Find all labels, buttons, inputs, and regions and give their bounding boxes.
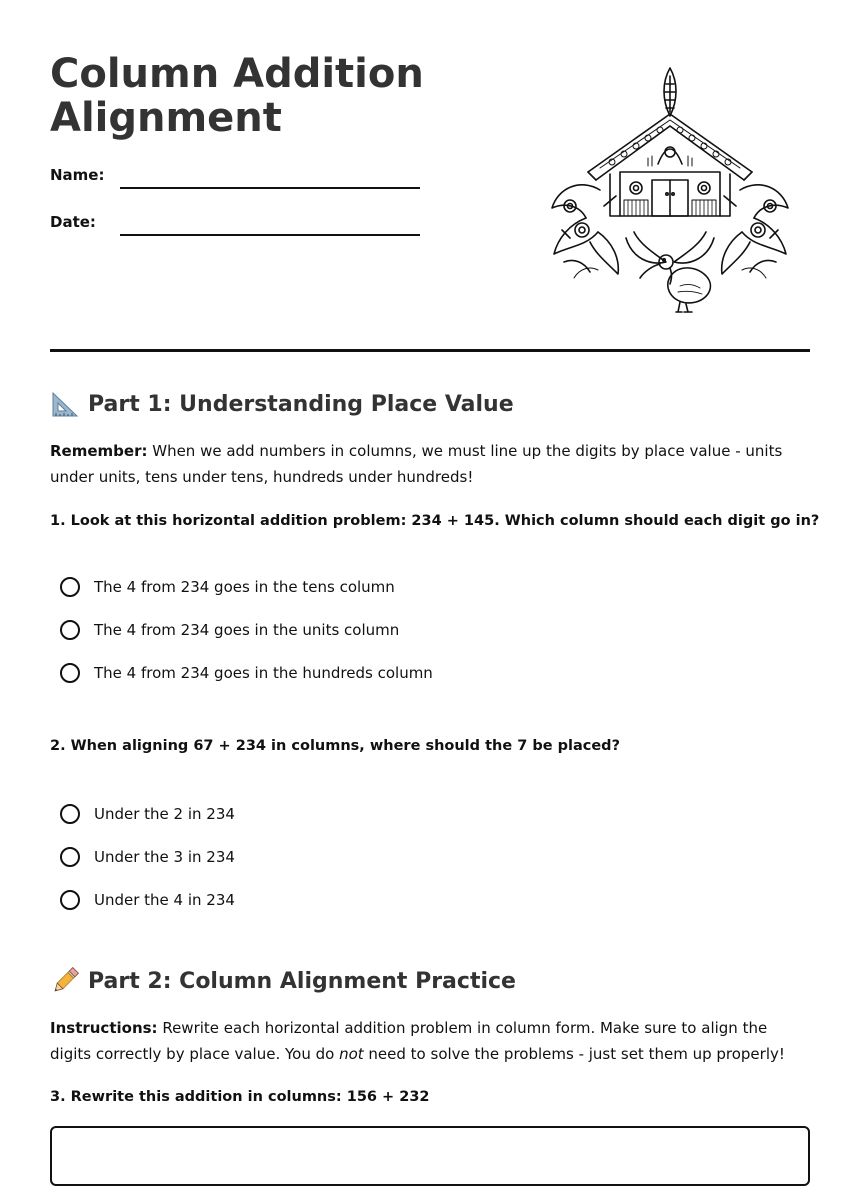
part2-heading-text: Part 2: Column Alignment Practice — [88, 968, 516, 994]
q2-option-b-label: Under the 3 in 234 — [94, 848, 235, 866]
q1-option-b-label: The 4 from 234 goes in the units column — [94, 621, 400, 639]
q2-option-c-radio[interactable] — [60, 890, 80, 910]
instructions-text-2: need to solve the problems - just set them up properly! — [363, 1045, 785, 1063]
remember-paragraph — [50, 438, 795, 490]
q2-option-a[interactable] — [60, 804, 235, 824]
instructions-emphasis: not — [339, 1045, 364, 1063]
q2-option-a-radio[interactable] — [60, 804, 80, 824]
meeting-house-illustration — [540, 62, 800, 314]
header-divider — [50, 349, 810, 352]
triangle-ruler-icon — [50, 389, 80, 419]
part2-heading — [50, 966, 516, 996]
name-label: Name: — [50, 166, 105, 184]
worksheet-page — [50, 0, 820, 1161]
q1-option-c-label: The 4 from 234 goes in the hundreds column — [94, 664, 433, 682]
date-label: Date: — [50, 213, 96, 231]
q1-option-a[interactable] — [60, 577, 395, 597]
instructions-paragraph — [50, 1015, 795, 1067]
instructions-label: Instructions: — [50, 1019, 158, 1037]
question-3: 3. Rewrite this addition in columns: 156 + 232 — [50, 1089, 430, 1105]
worksheet-title: Column Addition Alignment — [50, 51, 424, 141]
q1-option-a-radio[interactable] — [60, 577, 80, 597]
remember-text: When we add numbers in columns, we must line up the digits by place value - units under units, tens under tens, hundreds under hundreds! — [50, 442, 783, 486]
q2-option-c-label: Under the 4 in 234 — [94, 891, 235, 909]
part1-heading-text: Part 1: Understanding Place Value — [88, 391, 514, 417]
q1-option-c-radio[interactable] — [60, 663, 80, 683]
question-1: 1. Look at this horizontal addition problem: 234 + 145. Which column should each digit go in? — [50, 513, 820, 529]
instructions-text-1: Rewrite each horizontal addition problem in column form. Make sure to align the digits correctly by place value. You do — [50, 1019, 768, 1063]
q2-option-c[interactable] — [60, 890, 235, 910]
q1-option-b[interactable] — [60, 620, 399, 640]
question-2: 2. When aligning 67 + 234 in columns, where should the 7 be placed? — [50, 738, 620, 754]
q2-option-b[interactable] — [60, 847, 235, 867]
q2-option-b-radio[interactable] — [60, 847, 80, 867]
name-field[interactable] — [120, 187, 420, 189]
q1-option-a-label: The 4 from 234 goes in the tens column — [94, 578, 395, 596]
q2-option-a-label: Under the 2 in 234 — [94, 805, 235, 823]
pencil-icon — [50, 966, 80, 996]
remember-label: Remember: — [50, 442, 148, 460]
date-field[interactable] — [120, 234, 420, 236]
question-3-answer-box[interactable] — [50, 1126, 810, 1186]
q1-option-c[interactable] — [60, 663, 433, 683]
q1-option-b-radio[interactable] — [60, 620, 80, 640]
part1-heading — [50, 389, 514, 419]
